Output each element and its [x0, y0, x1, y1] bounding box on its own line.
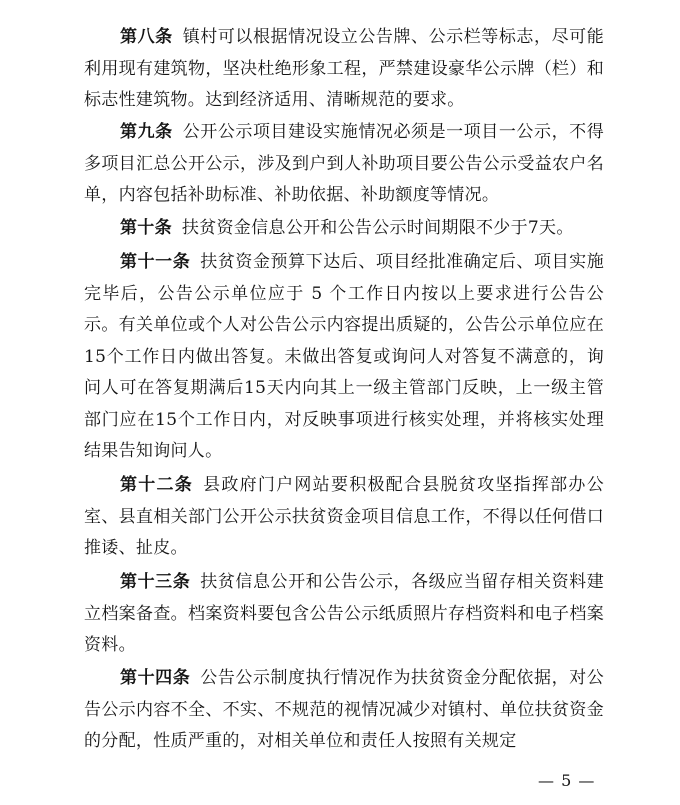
article-12 — [84, 470, 604, 565]
article-10 — [84, 213, 604, 245]
article-13 — [84, 567, 604, 662]
article-8 — [84, 22, 604, 117]
article-number: 第九条 — [120, 122, 173, 142]
article-number: 第十一条 — [120, 252, 191, 272]
article-text: 扶贫信息公开和公告公示，各级应当留存相关资料建立档案备查。档案资料要包含公告公示纸质照片存档资料和电子档案资料。 — [84, 572, 604, 655]
page-number: — 5 — — [538, 771, 596, 790]
article-9 — [84, 117, 604, 212]
article-14 — [84, 663, 604, 758]
article-text: 扶贫资金预算下达后、项目经批准确定后、项目实施完毕后，公告公示单位应于 5 个工作日内按以上要求进行公告公示。有关单位或个人对公告公示内容提出质疑的，公告公示单位应在15个工作日内做出答复。未做出答复或询问人对答复不满意的，询问人可在答复期满后15天内向其上一级主管部门反映，上一级主管部门应在15个工作日内，对反映事项进行核实处理，并将核实处理结果告知询问人。 — [84, 252, 604, 461]
article-text: 公告公示制度执行情况作为扶贫资金分配依据，对公告公示内容不全、不实、不规范的视情况减少对镇村、单位扶贫资金的分配，性质严重的，对相关单位和责任人按照有关规定 — [84, 668, 604, 751]
article-number: 第十三条 — [120, 572, 191, 592]
article-number: 第八条 — [120, 27, 173, 47]
article-number: 第十二条 — [120, 475, 194, 495]
article-text: 公开公示项目建设实施情况必须是一项目一公示，不得多项目汇总公开公示，涉及到户到人补助项目要公告公示受益农户名单，内容包括补助标准、补助依据、补助额度等情况。 — [84, 122, 604, 205]
article-number: 第十四条 — [120, 668, 191, 688]
article-text: 县政府门户网站要积极配合县脱贫攻坚指挥部办公室、县直相关部门公开公示扶贫资金项目信息工作，不得以任何借口推诿、扯皮。 — [84, 475, 604, 558]
article-text: 镇村可以根据情况设立公告牌、公示栏等标志，尽可能利用现有建筑物，坚决杜绝形象工程，严禁建设豪华公示牌（栏）和标志性建筑物。达到经济适用、清晰规范的要求。 — [84, 27, 604, 110]
article-text: 扶贫资金信息公开和公告公示时间期限不少于7天。 — [181, 218, 574, 238]
article-number: 第十条 — [120, 218, 172, 238]
article-11 — [84, 247, 604, 468]
